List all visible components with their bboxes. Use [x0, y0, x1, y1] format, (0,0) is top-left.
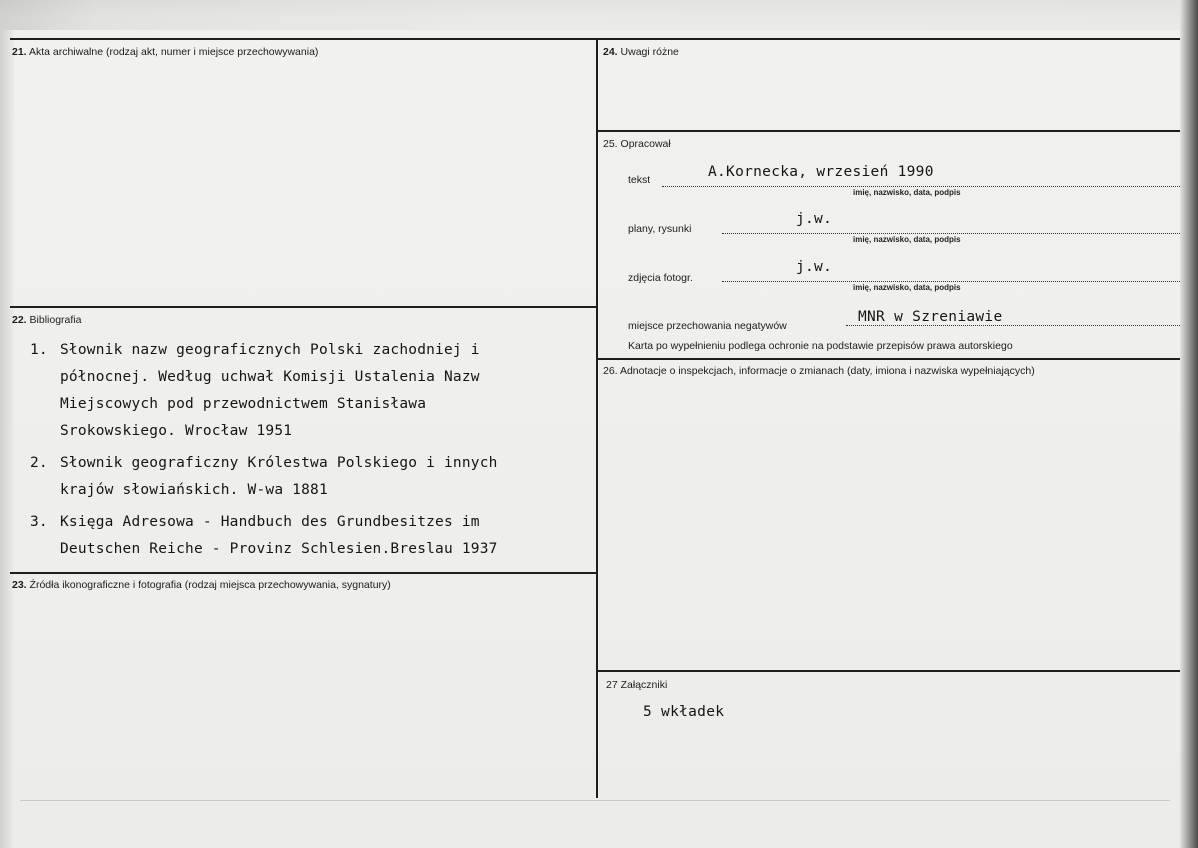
divider-21-22	[10, 306, 597, 308]
scan-right-edge	[1180, 0, 1198, 848]
zdjecia-sublabel: imię, nazwisko, data, podpis	[853, 283, 961, 292]
negatywy-value: MNR w Szreniawie	[858, 309, 1003, 325]
plany-sublabel: imię, nazwisko, data, podpis	[853, 235, 961, 244]
zdjecia-label: zdjęcia fotogr.	[628, 272, 693, 284]
bibliography-item: 1. Słownik nazw geograficznych Polski zachodniej i północnej. Według uchwał Komisji Ustalenia Nazw Miejscowych pod przewodnictwem Stanisława Srokowskiego. Wrocław 1951	[30, 342, 480, 439]
scan-top-edge	[0, 0, 1198, 30]
plany-label: plany, rysunki	[628, 223, 692, 235]
negatywy-line	[846, 325, 1180, 326]
divider-26-27	[597, 670, 1180, 672]
copyright-note: Karta po wypełnieniu podlega ochronie na podstawie przepisów prawa autorskiego	[628, 340, 1013, 352]
top-border	[10, 38, 1180, 40]
section-25-label: 25. Opracował	[603, 138, 671, 150]
section-24-label: 24. Uwagi różne	[603, 46, 679, 58]
section-21-label: 21. Akta archiwalne (rodzaj akt, numer i miejsce przechowywania)	[12, 46, 319, 58]
bibliography-item: 3. Księga Adresowa - Handbuch des Grundbesitzes im Deutschen Reiche - Provinz Schlesien.Breslau 1937	[30, 514, 498, 557]
plany-value: j.w.	[796, 211, 833, 227]
section-27-label: 27 Załączniki	[606, 679, 668, 691]
divider-24-25	[597, 130, 1180, 132]
tekst-line	[662, 186, 1180, 187]
divider-25-26	[597, 358, 1180, 360]
tekst-value: A.Kornecka, wrzesień 1990	[708, 164, 934, 180]
plany-line	[722, 233, 1180, 234]
divider-22-23	[10, 572, 597, 574]
section-23-label: 23. Źródła ikonograficzne i fotografia (rodzaj miejsca przechowywania, sygnatury)	[12, 579, 391, 591]
tekst-sublabel: imię, nazwisko, data, podpis	[853, 188, 961, 197]
zdjecia-line	[722, 281, 1180, 282]
bibliography-list	[30, 337, 498, 568]
zalaczniki-value: 5 wkładek	[643, 704, 725, 720]
zdjecia-value: j.w.	[796, 259, 833, 275]
section-22-label: 22. Bibliografia	[12, 314, 82, 326]
tekst-label: tekst	[628, 174, 651, 186]
bibliography-item: 2. Słownik geograficzny Królestwa Polskiego i innych krajów słowiańskich. W-wa 1881	[30, 455, 498, 498]
bottom-faint-line	[20, 800, 1170, 801]
negatywy-label: miejsce przechowania negatywów	[628, 320, 787, 332]
section-26-label: 26. Adnotacje o inspekcjach, informacje o zmianach (daty, imiona i nazwiska wypełniających)	[603, 365, 1035, 377]
scan-left-edge	[0, 30, 14, 848]
column-divider	[596, 38, 598, 798]
